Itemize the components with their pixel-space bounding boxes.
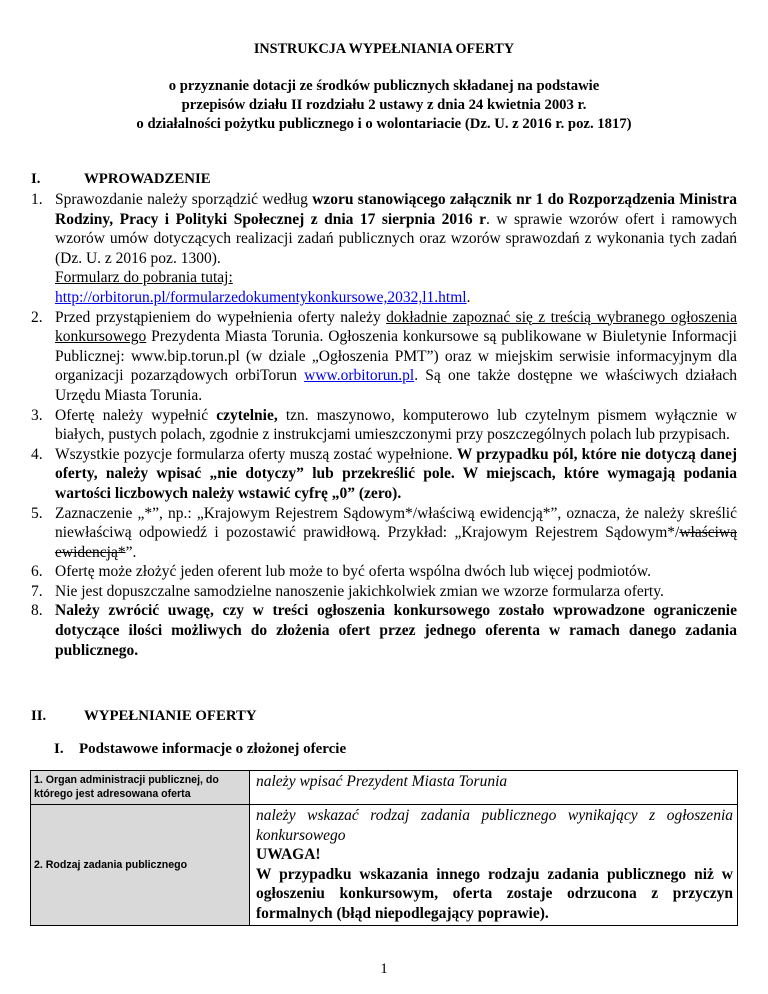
section-heading-filling (31, 707, 257, 727)
list-item (31, 445, 737, 504)
section-number: II. (31, 708, 47, 724)
offer-info-table (30, 770, 738, 926)
list-item (31, 582, 737, 602)
document-title: INSTRUKCJA WYPEŁNIANIA OFERTY (253, 41, 515, 57)
intro-list (31, 190, 737, 660)
section-title: WYPEŁNIANIE OFERTY (84, 708, 257, 724)
item-struck-text: właściwą ewidencją* (55, 524, 737, 561)
table-row-label: 2. Rodzaj zadania publicznego (31, 805, 250, 926)
subtitle-line: o przyznanie dotacji ze środków publicznych składanej na podstawie (168, 78, 600, 94)
value-text: należy wskazać rodzaj zadania publicznego wynikający z ogłoszenia konkursowego (256, 807, 733, 844)
list-item (31, 562, 737, 582)
table-row-label: 1. Organ administracji publicznej, do którego jest adresowana oferta (31, 771, 250, 805)
item-text: Sprawozdanie należy sporządzić według (55, 191, 313, 208)
subsection-title: Podstawowe informacje o złożonej ofercie (79, 741, 347, 757)
item-number: 8. (31, 602, 43, 620)
table-row (31, 771, 738, 805)
item-bold-text: Należy zwrócić uwagę, czy w treści ogłoszenia konkursowego zostało wprowadzone ograniczenie dotyczące ilości możliwych do złożenia ofert przez jednego oferenta w ramach danego zadania publicznego. (55, 602, 737, 659)
item-text: Nie jest dopuszczalne samodzielne nanoszenie jakichkolwiek zmian we wzorze formularza oferty. (55, 582, 664, 600)
item-bold-text: W przypadku pól, które nie dotyczą danej oferty, należy wpisać „nie dotyczy” lub przekreślić pole. W miejscach, które wymagają podania wartości liczbowych należy wstawić cyfrę „0” (zero). (55, 445, 737, 502)
orbitorun-link[interactable]: www.orbitorun.pl (304, 367, 415, 385)
section-heading-intro (31, 170, 211, 190)
item-number: 7. (31, 582, 43, 600)
page-number: 1 (380, 961, 388, 977)
subsection-heading (54, 740, 346, 760)
section-title: WPROWADZENIE (84, 171, 211, 187)
item-text: Wszystkie pozycje formularza oferty muszą zostać wypełnione. (55, 445, 457, 463)
item-text: . (466, 288, 471, 306)
warning-label: UWAGA! (256, 846, 321, 864)
item-text: Ofertę może złożyć jeden oferent lub może to być oferta wspólna dwóch lub więcej podmiotów. (55, 563, 651, 581)
item-text: Zaznaczenie „*”, np.: „Krajowym Rejestrem Sądowym*/właściwą ewidencją*”, oznacza, że należy skreślić niewłaściwą odpowiedź i pozostawić prawidłową. Przykład: „Krajowym Rejestrem Sądowym*/ (55, 504, 737, 542)
table-row-value (250, 805, 738, 926)
item-text: Prezydenta Miasta Torunia. Ogłoszenia konkursowe są publikowane w Biuletynie Informacji Publicznej: www.bip.torun.pl (w dziale „Ogłoszenia PMT”) oraz w miejskim serwisie informacyjnym dla organizacji pozarządowych orbiTorun (55, 328, 737, 385)
list-item (31, 504, 737, 563)
item-bold-text: czytelnie, (216, 406, 278, 424)
section-number: I. (31, 171, 41, 187)
form-download-link[interactable]: http://orbitorun.pl/formularzedokumentykonkursowe,2032,l1.html (55, 288, 467, 306)
item-text: tzn. maszynowo, komputerowo lub czytelnym pismem wyłącznie w białych, pustych polach, zgodnie z instrukcjami umieszczonymi przy poszczególnych polach lub przypisach. (55, 406, 737, 444)
item-number: 6. (31, 563, 43, 581)
item-number: 4. (31, 445, 43, 463)
list-item (31, 308, 737, 406)
item-text: . Są one także dostępne we właściwych działach Urzędu Miasta Torunia. (55, 367, 737, 404)
warning-text: W przypadku wskazania innego rodzaju zadania publicznego niż w ogłoszeniu konkursowym, oferta zostaje odrzucona z przyczyn formalnych (błąd niepodlegający poprawie). (256, 865, 733, 922)
list-item (31, 190, 737, 308)
table-row (31, 805, 738, 926)
item-text: . w sprawie wzorów ofert i ramowych wzorów umów dotyczących realizacji zadań publicznych oraz wzorów sprawozdań z wykonania tych zadań (Dz. U. z 2016 poz. 1300). (55, 210, 737, 267)
table-row-value (250, 771, 738, 805)
list-item (31, 601, 737, 660)
item-underlined-text: dokładnie zapoznać się z treścią wybranego ogłoszenia konkursowego (55, 308, 737, 346)
item-text: ”. (125, 543, 137, 561)
item-number: 5. (31, 504, 43, 522)
value-text: należy wpisać Prezydent Miasta Torunia (256, 773, 508, 790)
subsection-number: I. (54, 741, 64, 757)
item-bold-text: wzoru stanowiącego załącznik nr 1 do Rozporządzenia Ministra Rodziny, Pracy i Polityki Społecznej z dnia 17 sierpnia 2016 r (55, 191, 737, 228)
item-underlined-text: Formularz do pobrania tutaj: (55, 269, 233, 287)
subtitle-line: o działalności pożytku publicznego i o wolontariacie (Dz. U. z 2016 r. poz. 1817) (136, 116, 632, 132)
item-text: Przed przystąpieniem do wypełnienia oferty należy (55, 308, 387, 326)
item-text: Ofertę należy wypełnić (55, 406, 217, 424)
item-number: 3. (31, 406, 43, 424)
subtitle-line: przepisów działu II rozdziału 2 ustawy z dnia 24 kwietnia 2003 r. (181, 97, 587, 113)
list-item (31, 406, 737, 445)
document-subtitle (0, 77, 768, 134)
item-number: 2. (31, 308, 43, 326)
item-number: 1. (31, 191, 43, 208)
